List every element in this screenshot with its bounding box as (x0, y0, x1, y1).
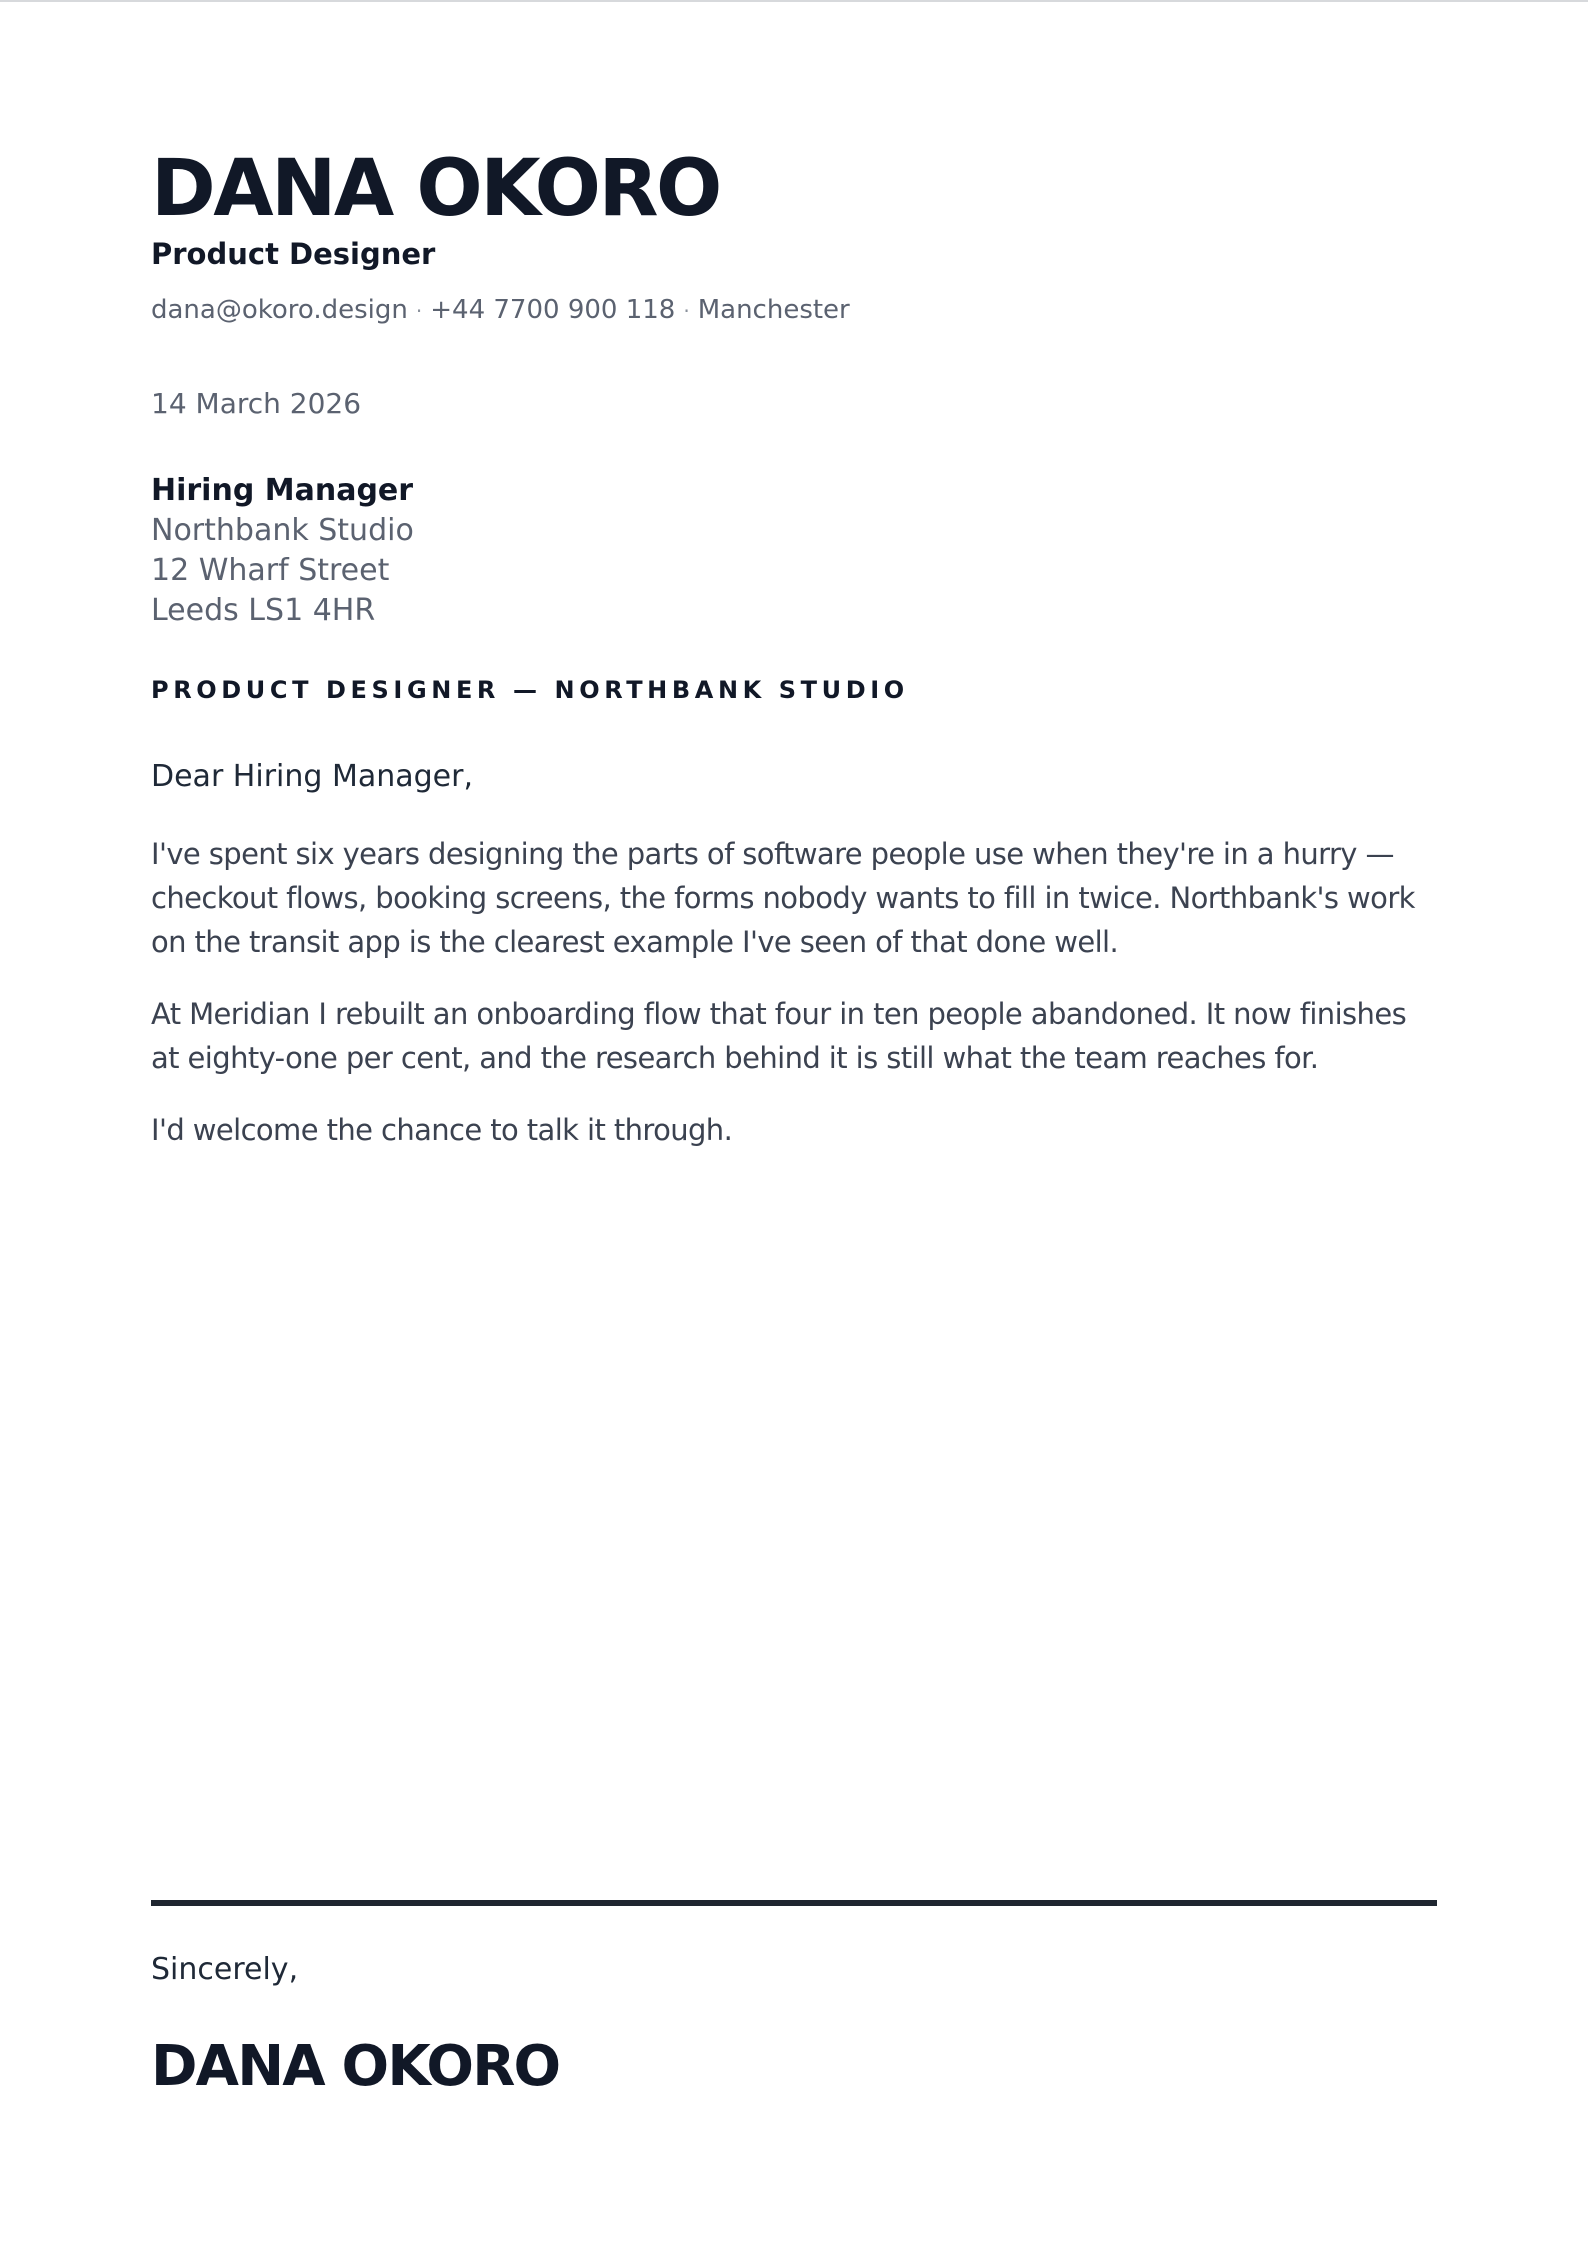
closing: Sincerely, (151, 1952, 299, 1987)
recipient-name: Hiring Manager (151, 473, 414, 508)
recipient-street: 12 Wharf Street (151, 553, 390, 588)
letter-date: 14 March 2026 (151, 387, 362, 420)
subject-line: PRODUCT DESIGNER — NORTHBANK STUDIO (151, 676, 909, 704)
contact-separator: · (683, 299, 690, 323)
contact-separator: · (415, 299, 423, 323)
signature-name: DANA OKORO (151, 2034, 560, 2099)
top-edge-rule (0, 0, 1588, 2)
body-paragraph: I'd welcome the chance to talk it through. (151, 1113, 733, 1147)
contact-email[interactable]: dana@okoro.design (151, 295, 408, 325)
contact-line (151, 292, 850, 329)
sender-role: Product Designer (151, 237, 436, 271)
sender-name: DANA OKORO (151, 144, 720, 234)
recipient-company: Northbank Studio (151, 513, 414, 548)
body-paragraph: I've spent six years designing the parts of software people use when they're in a hurry — checkout flows, booking screens, the forms nobody wants to fill in twice. Northbank's work on the transit app is the clearest example I've seen of that done well. (151, 837, 1415, 959)
letter-body (151, 832, 1437, 1180)
contact-city: Manchester (697, 295, 850, 325)
recipient-block (151, 471, 414, 631)
recipient-city: Leeds LS1 4HR (151, 593, 376, 628)
contact-phone[interactable]: +44 7700 900 118 (430, 295, 676, 325)
signature-divider (151, 1900, 1437, 1906)
body-paragraph: At Meridian I rebuilt an onboarding flow that four in ten people abandoned. It now finishes at eighty-one per cent, and the research behind it is still what the team reaches for. (151, 997, 1407, 1075)
salutation: Dear Hiring Manager, (151, 759, 474, 794)
